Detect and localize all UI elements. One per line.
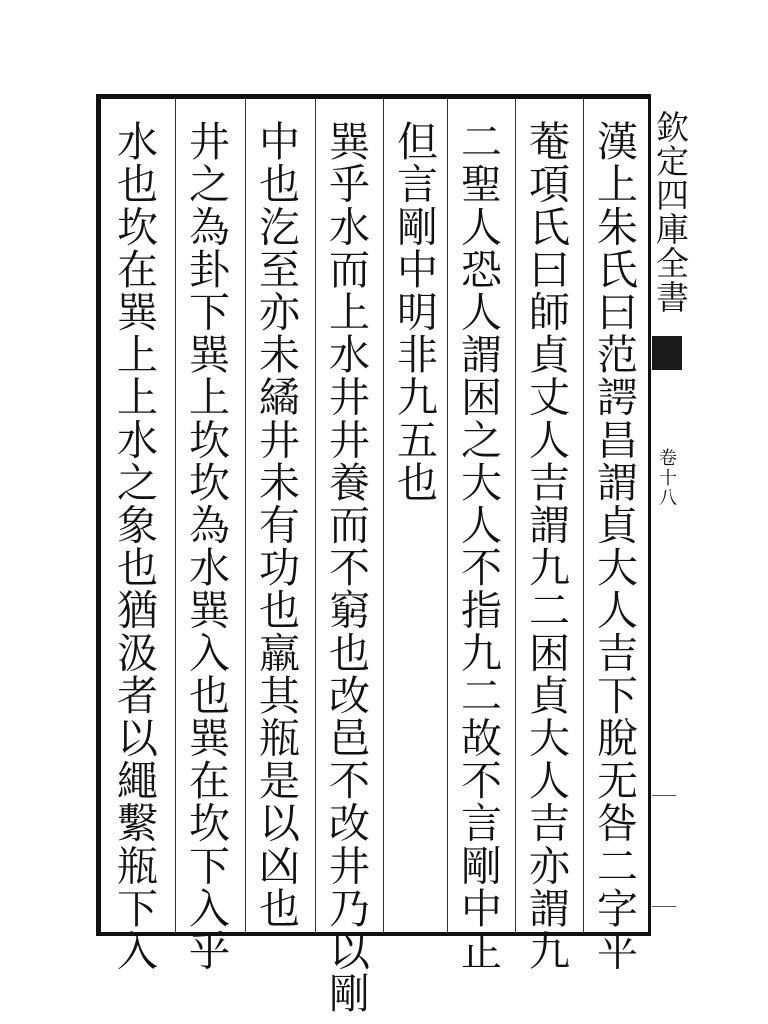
collection-title: 欽定四庫全書 bbox=[651, 110, 690, 314]
volume-label: 卷十八 bbox=[656, 448, 677, 508]
fishtail-mark bbox=[652, 336, 682, 370]
text-column-1: 漢上朱氏曰范諤昌謂貞大人吉下脫无咎二字平 bbox=[590, 120, 638, 972]
text-column-4: 但言剛中明非九五也 bbox=[390, 120, 438, 504]
text-column-3: 二聖人恐人謂困之大人不指九二故不言剛中正 bbox=[454, 120, 502, 972]
text-column-8: 水也坎在巽上上水之象也猶汲者以繩繫瓶下入 bbox=[110, 120, 158, 972]
text-column-7: 井之為卦下巽上坎坎為水巽入也巽在坎下入乎 bbox=[182, 120, 230, 972]
margin-rule bbox=[652, 906, 676, 907]
margin-rule bbox=[652, 795, 676, 796]
text-column-6: 中也汔至亦未繘井未有功也羸其瓶是以凶也 bbox=[252, 120, 300, 930]
text-column-5: 巽乎水而上水井井養而不窮也改邑不改井乃以剛 bbox=[322, 120, 370, 1015]
text-column-2: 菴項氏曰師貞丈人吉謂九二困貞大人吉亦謂九 bbox=[522, 120, 570, 972]
